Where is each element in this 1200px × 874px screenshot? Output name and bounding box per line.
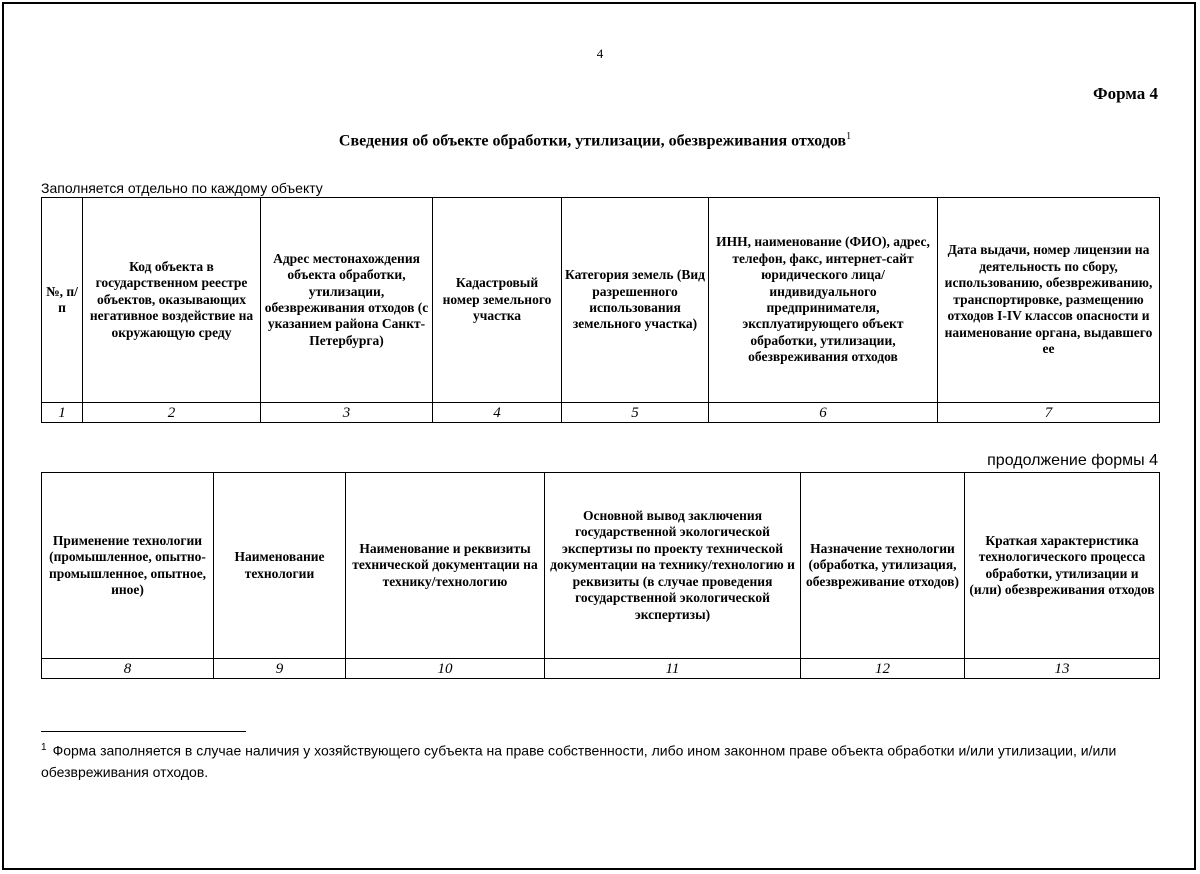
table1-number-row bbox=[42, 403, 1160, 423]
table1-header-row bbox=[42, 198, 1160, 403]
object-info-table bbox=[41, 197, 1160, 423]
table2-header-cell: Назначение технологии (обработка, утилизация, обезвреживание отходов) bbox=[801, 473, 965, 659]
continuation-label: продолжение формы 4 bbox=[987, 452, 1158, 469]
table2-header-cell: Основной вывод заключения государственной экологической экспертизы по проекту технической документации на технику/технологию и реквизиты (в случае проведения государственной экологической экспертизы) bbox=[545, 473, 801, 659]
table1-header-cell: Код объекта в государственном реестре объектов, оказывающих негативное воздействие на окружающую среду bbox=[83, 198, 261, 403]
table1-header-cell: Кадастровый номер земельного участка bbox=[433, 198, 562, 403]
table1-column-number: 2 bbox=[83, 403, 261, 423]
form-label: Форма 4 bbox=[1092, 84, 1158, 103]
table1-header-cell: Дата выдачи, номер лицензии на деятельность по сбору, использованию, обезвреживанию, транспортировке, размещению отходов I-IV классов опасности и наименование органа, выдавшего ее bbox=[938, 198, 1160, 403]
table2-column-number: 13 bbox=[965, 659, 1160, 679]
table1-column-number: 7 bbox=[938, 403, 1160, 423]
table1-header-cell: №, п/п bbox=[42, 198, 83, 403]
table2-number-row bbox=[42, 659, 1160, 679]
table2-column-number: 10 bbox=[346, 659, 545, 679]
table2-header-cell: Наименование технологии bbox=[214, 473, 346, 659]
table2-column-number: 11 bbox=[545, 659, 801, 679]
table2-header-cell: Наименование и реквизиты технической документации на технику/технологию bbox=[346, 473, 545, 659]
footnote-mark: 1 bbox=[41, 742, 47, 753]
footnote-divider bbox=[41, 731, 246, 732]
table1-column-number: 5 bbox=[562, 403, 709, 423]
document-title-text: Сведения об объекте обработки, утилизации, обезвреживания отходов bbox=[338, 132, 847, 150]
table1-header-cell: Адрес местонахождения объекта обработки, утилизации, обезвреживания отходов (с указанием района Санкт-Петербурга) bbox=[261, 198, 433, 403]
footnote-text: Форма заполняется в случае наличия у хозяйствующего субъекта на праве собственности, либо ином законном праве объекта обработки и/или утилизации, и/или обезвреживания отходов. bbox=[41, 742, 1117, 781]
fill-note: Заполняется отдельно по каждому объекту bbox=[41, 180, 323, 196]
table2-header-row bbox=[42, 473, 1160, 659]
document-title bbox=[0, 131, 1190, 150]
table1-column-number: 3 bbox=[261, 403, 433, 423]
technology-info-table bbox=[41, 472, 1160, 679]
title-footnote-mark: 1 bbox=[846, 131, 852, 142]
table2-header-cell: Краткая характеристика технологического процесса обработки, утилизации и (или) обезвреживания отходов bbox=[965, 473, 1160, 659]
table1-header-cell: ИНН, наименование (ФИО), адрес, телефон, факс, интернет-сайт юридического лица/ индивидуального предпринимателя, эксплуатирующего объект обработки, утилизации, обезвреживания отходов bbox=[709, 198, 938, 403]
table2-column-number: 8 bbox=[42, 659, 214, 679]
table1-header-cell: Категория земель (Вид разрешенного использования земельного участка) bbox=[562, 198, 709, 403]
table2-column-number: 9 bbox=[214, 659, 346, 679]
table2-column-number: 12 bbox=[801, 659, 965, 679]
footnote bbox=[41, 740, 1121, 784]
table1-column-number: 1 bbox=[42, 403, 83, 423]
page-number: 4 bbox=[596, 46, 604, 61]
table1-column-number: 6 bbox=[709, 403, 938, 423]
table2-header-cell: Применение технологии (промышленное, опытно-промышленное, опытное, иное) bbox=[42, 473, 214, 659]
table1-column-number: 4 bbox=[433, 403, 562, 423]
